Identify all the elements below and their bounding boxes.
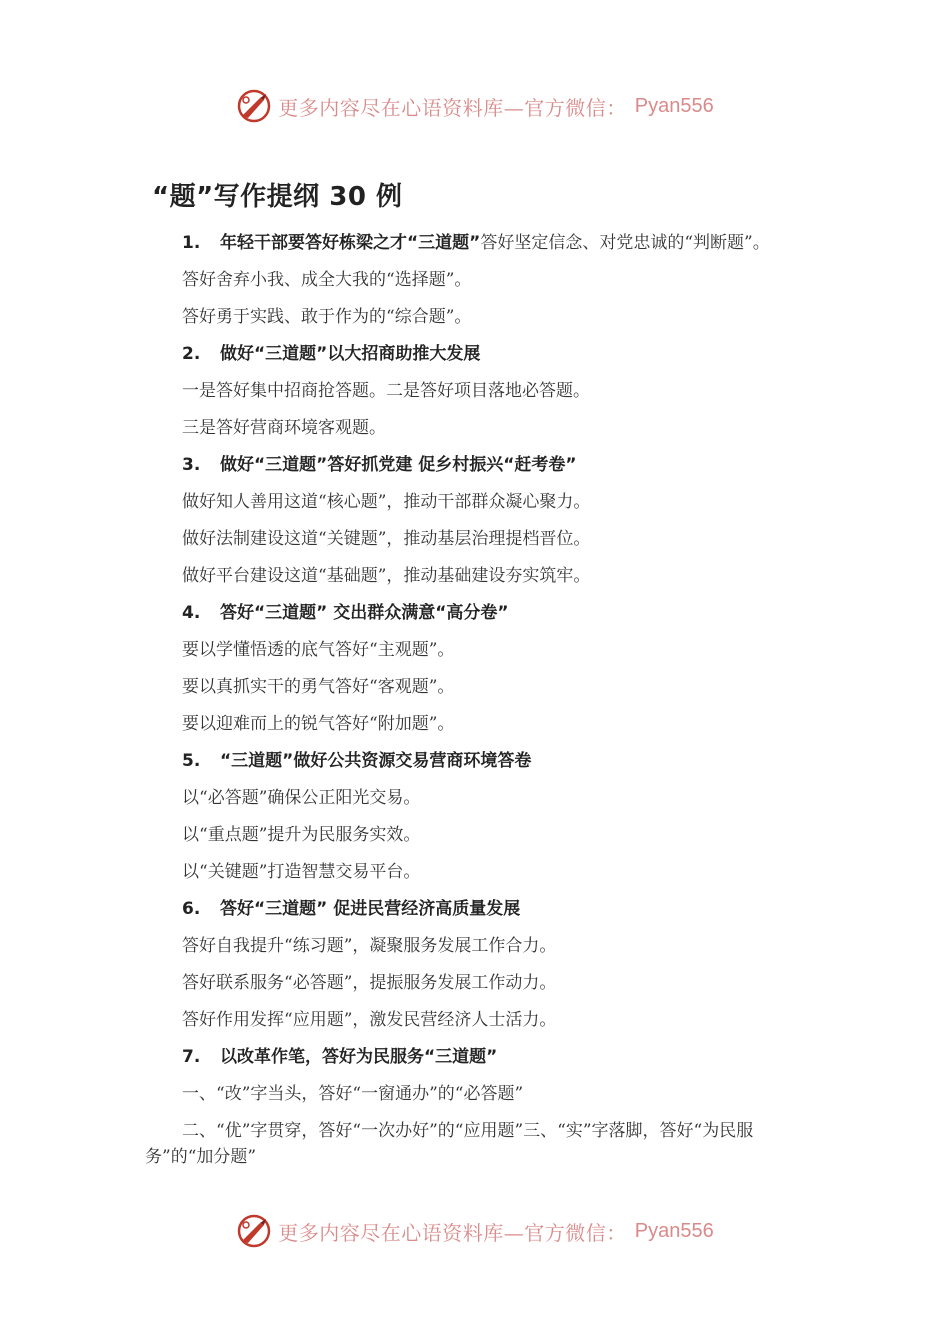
item-5-heading-text: “三道题”做好公共资源交易营商环境答卷 bbox=[220, 751, 532, 771]
item-5-line-2: 以“重点题”提升为民服务实效。 bbox=[182, 825, 421, 845]
item-6-line-1: 答好自我提升“练习题”，凝聚服务发展工作合力。 bbox=[182, 936, 557, 956]
banner-text: 更多内容尽在心语资料库—官方微信： bbox=[278, 95, 627, 120]
item-3-number: 3. bbox=[182, 455, 201, 475]
item-7-number: 7. bbox=[182, 1047, 201, 1067]
item-3-line-3: 做好平台建设这道“基础题”，推动基础建设夯实筑牢。 bbox=[182, 566, 591, 586]
item-4-line-1: 要以学懂悟透的底气答好“主观题”。 bbox=[182, 640, 455, 660]
item-7-line-1: 一、“改”字当头，答好“一窗通办”的“必答题” bbox=[182, 1084, 524, 1104]
header-banner bbox=[0, 86, 950, 126]
item-7-heading bbox=[145, 1044, 805, 1070]
item-2-number: 2. bbox=[182, 344, 201, 364]
item-2-line-2: 三是答好营商环境客观题。 bbox=[182, 418, 386, 438]
item-7-line-2: 二、“优”字贯穿，答好“一次办好”的“应用题”三、“实”字落脚，答好“为民服务”的“加分题” bbox=[145, 1121, 754, 1167]
item-4-number: 4. bbox=[182, 603, 201, 623]
item-1-line-2: 答好勇于实践、敢于作为的“综合题”。 bbox=[182, 307, 472, 327]
item-5-line-1: 以“必答题”确保公正阳光交易。 bbox=[182, 788, 421, 808]
item-1-heading bbox=[145, 230, 805, 256]
item-4-heading-text: 答好“三道题” 交出群众满意“高分卷” bbox=[220, 603, 509, 623]
item-6-heading bbox=[145, 896, 805, 922]
pen-logo-icon bbox=[236, 1213, 272, 1249]
item-6-line-3: 答好作用发挥“应用题”，激发民营经济人士活力。 bbox=[182, 1010, 557, 1030]
item-5-number: 5. bbox=[182, 751, 201, 771]
pen-logo-icon bbox=[236, 88, 272, 124]
item-5-heading bbox=[145, 748, 805, 774]
banner-text: 更多内容尽在心语资料库—官方微信： bbox=[278, 1220, 627, 1245]
item-4-heading bbox=[145, 600, 805, 626]
document-body bbox=[145, 230, 805, 1181]
item-3-heading-text: 做好“三道题”答好抓党建 促乡村振兴“赶考卷” bbox=[220, 455, 577, 475]
item-2-heading-text: 做好“三道题”以大招商助推大发展 bbox=[220, 344, 481, 364]
item-2-heading bbox=[145, 341, 805, 367]
banner-wechat-id: Pyan556 bbox=[634, 1219, 714, 1242]
item-2-line-1: 一是答好集中招商抢答题。二是答好项目落地必答题。 bbox=[182, 381, 590, 401]
item-6-heading-text: 答好“三道题” 促进民营经济高质量发展 bbox=[220, 899, 521, 919]
document-title: “题”写作提纲 30 例 bbox=[152, 182, 403, 212]
item-3-heading bbox=[145, 452, 805, 478]
item-4-line-2: 要以真抓实干的勇气答好“客观题”。 bbox=[182, 677, 455, 697]
item-7-heading-text: 以改革作笔，答好为民服务“三道题” bbox=[220, 1047, 498, 1067]
item-1-number: 1. bbox=[182, 233, 201, 253]
banner-wechat-id: Pyan556 bbox=[634, 94, 714, 117]
item-6-line-2: 答好联系服务“必答题”，提振服务发展工作动力。 bbox=[182, 973, 557, 993]
item-1-rest: 答好坚定信念、对党忠诚的“判断题”。 bbox=[480, 233, 770, 253]
item-6-number: 6. bbox=[182, 899, 201, 919]
item-1-line-1: 答好舍弃小我、成全大我的“选择题”。 bbox=[182, 270, 472, 290]
item-5-line-3: 以“关键题”打造智慧交易平台。 bbox=[182, 862, 421, 882]
item-3-line-1: 做好知人善用这道“核心题”，推动干部群众凝心聚力。 bbox=[182, 492, 591, 512]
footer-banner bbox=[0, 1211, 950, 1251]
item-3-line-2: 做好法制建设这道“关键题”，推动基层治理提档晋位。 bbox=[182, 529, 591, 549]
item-4-line-3: 要以迎难而上的锐气答好“附加题”。 bbox=[182, 714, 455, 734]
item-1-bold: 年轻干部要答好栋梁之才“三道题” bbox=[220, 233, 481, 253]
